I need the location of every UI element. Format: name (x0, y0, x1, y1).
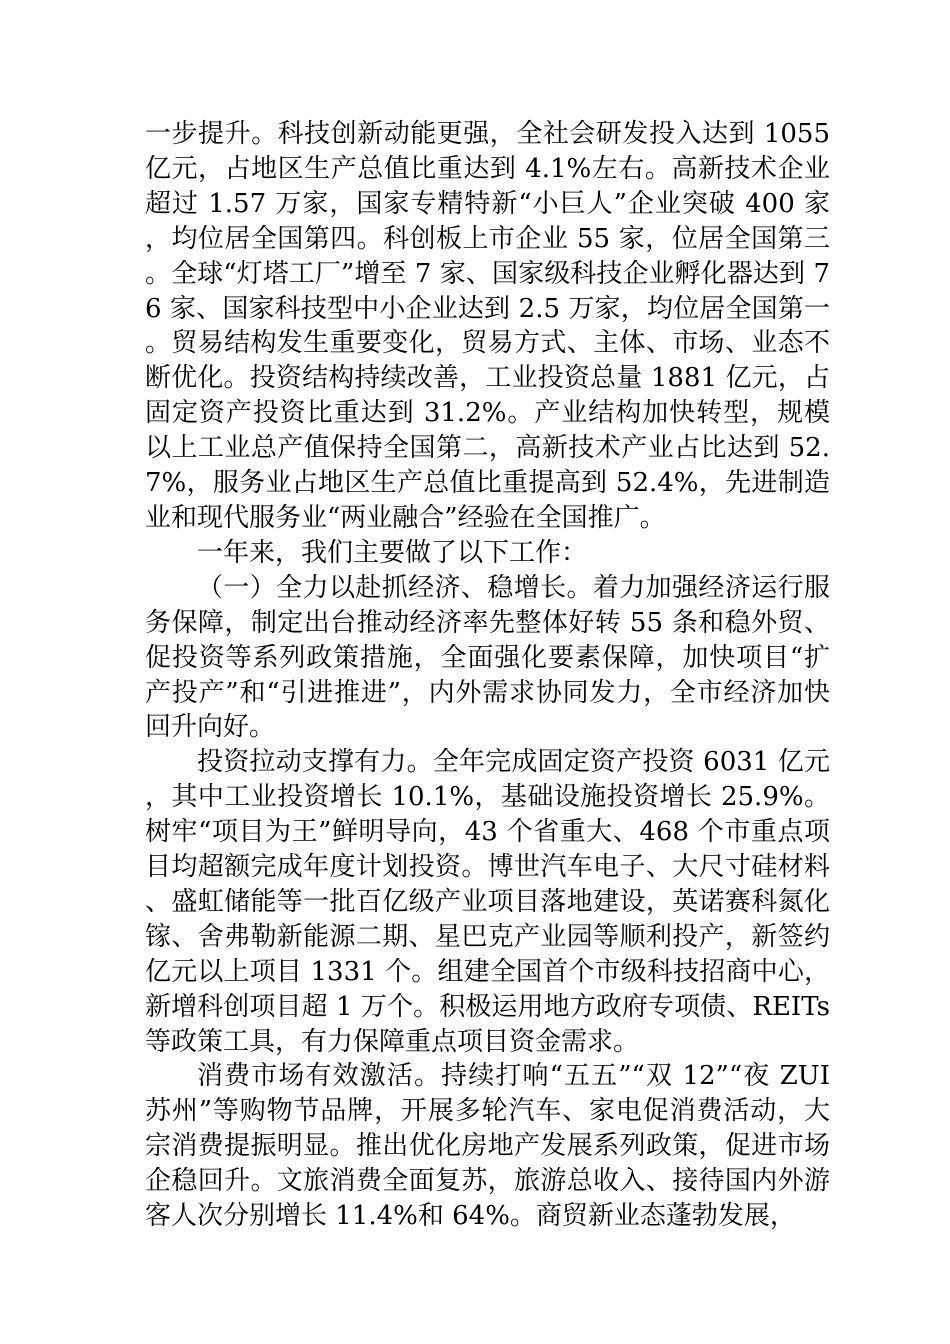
document-body (145, 117, 830, 1234)
paragraph-consumption: 消费市场有效激活。持续打响“五五”“双 12”“夜 ZUI 苏州”等购物节品牌，开展多轮汽车、家电促消费活动，大宗消费提振明显。推出优化房地产发展系列政策，促进市场企稳回升。文旅消费全面复苏，旅游总收入、接待国内外游客人次分别增长 11.4%和 64%。商贸新业态蓬勃发展， (145, 1061, 830, 1232)
paragraph-continuation: 一步提升。科技创新动能更强，全社会研发投入达到 1055 亿元，占地区生产总值比重达到 4.1%左右。高新技术企业超过 1.57 万家，国家专精特新“小巨人”企业突破 400 家，均位居全国第四。科创板上市企业 55 家，位居全国第三。全球“灯塔工厂”增至 7 家、国家级科技企业孵化器达到 76 家、国家科技型中小企业达到 2.5 万家，均位居全国第一。贸易结构发生重要变化，贸易方式、主体、市场、业态不断优化。投资结构持续改善，工业投资总量 1881 亿元，占固定资产投资比重达到 31.2%。产业结构加快转型，规模以上工业总产值保持全国第二，高新技术产业占比达到 52.7%，服务业占地区生产总值比重提高到 52.4%，先进制造业和现代服务业“两业融合”经验在全国推广。 (145, 119, 830, 533)
paragraph-work-intro: 一年来，我们主要做了以下工作： (197, 537, 588, 568)
paragraph-investment: 投资拉动支撑有力。全年完成固定资产投资 6031 亿元，其中工业投资增长 10.1%，基础设施投资增长 25.9%。树牢“项目为王”鲜明导向，43 个省重大、468 个市重点项目均超额完成年度计划投资。博世汽车电子、大尺寸硅材料、盛虹储能等一批百亿级产业项目落地建设，英诺赛科氮化镓、舍弗勒新能源二期、星巴克产业园等顺利投产，新签约亿元以上项目 1331 个。组建全国首个市级科技招商中心，新增科创项目超 1 万个。积极运用地方政府专项债、REITs 等政策工具，有力保障重点项目资金需求。 (145, 747, 830, 1057)
paragraph-section-one: （一）全力以赴抓经济、稳增长。着力加强经济运行服务保障，制定出台推动经济率先整体好转 55 条和稳外贸、促投资等系列政策措施，全面强化要素保障，加快项目“扩产投产”和“引进推进”，内外需求协同发力，全市经济加快回升向好。 (145, 572, 830, 743)
